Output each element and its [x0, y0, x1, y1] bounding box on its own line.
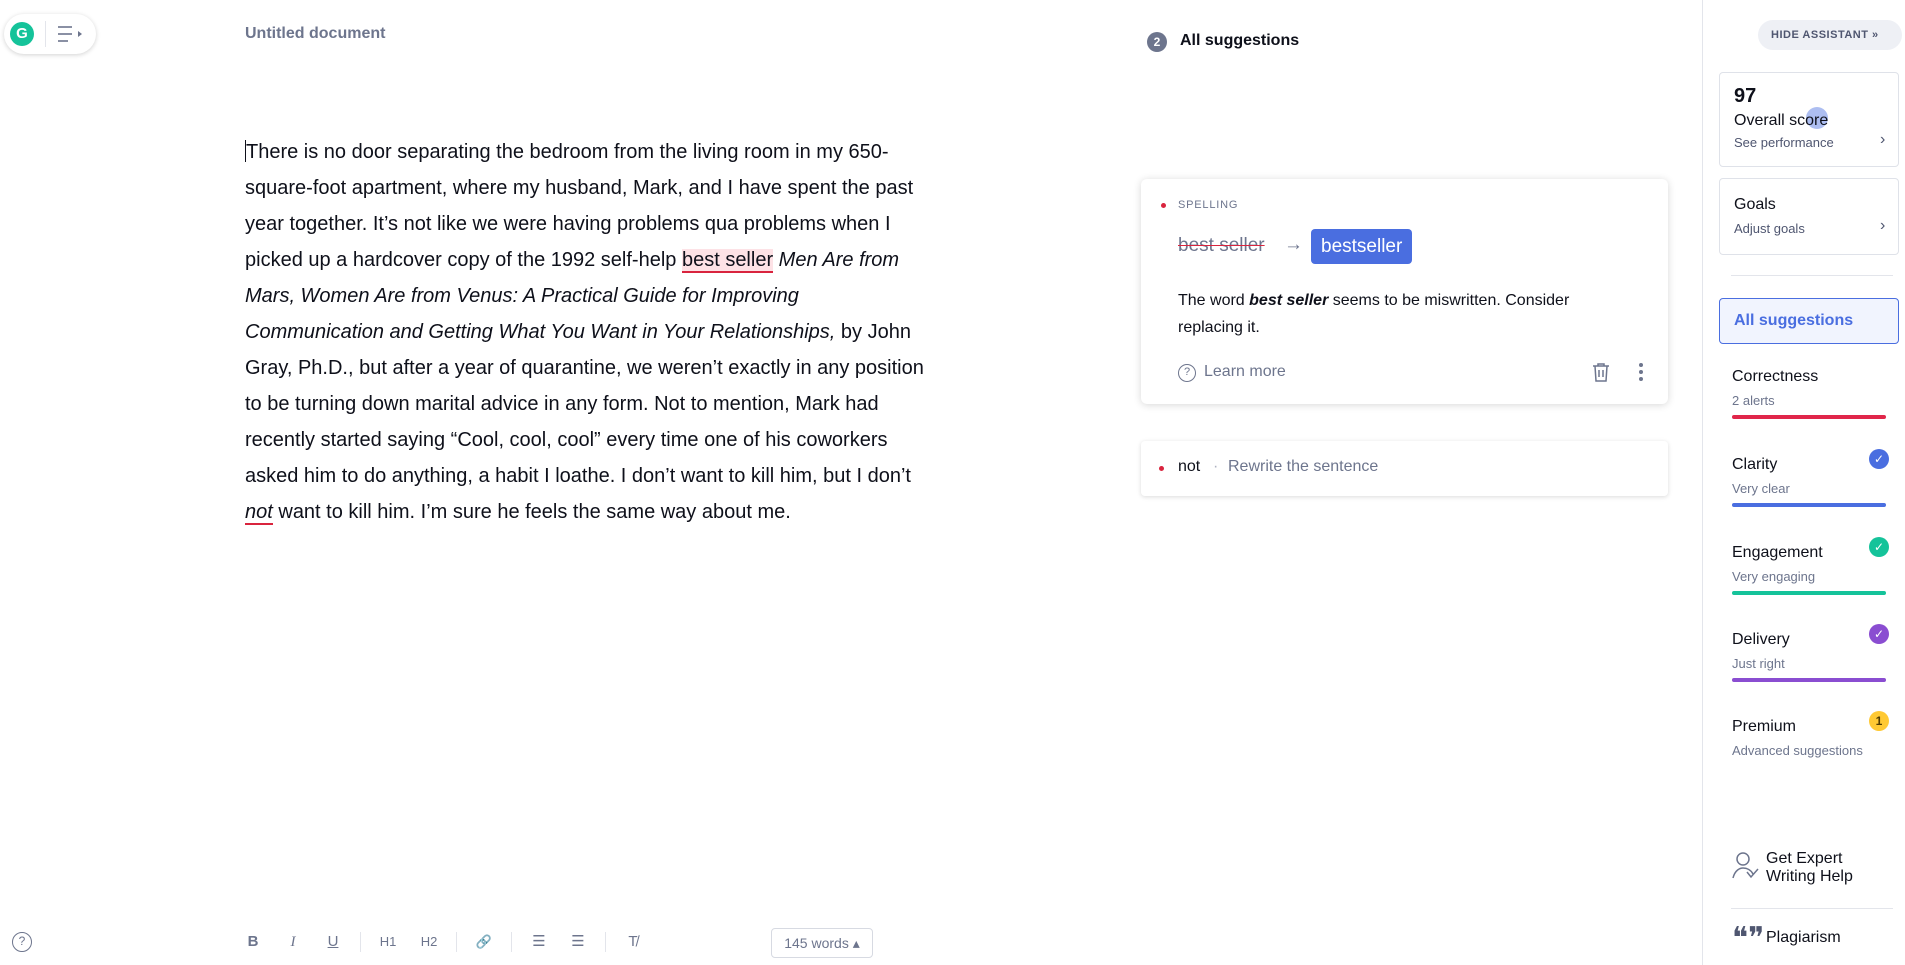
grammarly-logo-icon[interactable]: G [10, 22, 34, 46]
help-icon[interactable]: ? [12, 932, 32, 952]
category-engagement[interactable] [1703, 536, 1905, 616]
category-delivery[interactable] [1703, 624, 1905, 704]
suggestions-heading: All suggestions [1180, 32, 1300, 49]
clear-format-icon[interactable]: T̸ [628, 933, 638, 950]
category-status: Very engaging [1732, 569, 1816, 584]
category-bar [1732, 591, 1886, 595]
category-status: 2 alerts [1732, 393, 1775, 408]
all-suggestions-tab[interactable]: All suggestions [1719, 298, 1899, 344]
category-name: Clarity [1732, 456, 1778, 473]
category-status: Very clear [1732, 481, 1790, 496]
doc-text: want to kill him. I’m sure he feels the same way about me. [272, 501, 791, 523]
chevron-right-icon: › [1880, 131, 1886, 148]
chevron-right-icon: › [1880, 217, 1886, 234]
alert-dot [1159, 466, 1164, 471]
category-premium[interactable] [1703, 712, 1905, 772]
collapsed-suggestion-card[interactable] [1141, 441, 1668, 496]
separator: · [1213, 458, 1219, 475]
trash-icon[interactable] [1590, 361, 1612, 383]
toolbar-separator [511, 932, 512, 952]
toolbar-separator [605, 932, 606, 952]
divider [1731, 275, 1893, 276]
document-title[interactable]: Untitled document [245, 25, 386, 42]
accept-replacement-button[interactable]: bestseller [1311, 229, 1412, 264]
see-performance-link[interactable]: See performance [1734, 135, 1834, 150]
expert-help-link[interactable]: Get Expert Writing Help [1766, 850, 1853, 885]
overall-score-card[interactable] [1719, 72, 1899, 167]
divider [1731, 908, 1893, 909]
doc-text: by John Gray, Ph.D., but after a year of quarantine, we weren’t exactly in any position to be turning down marital advice in any form. Not to mention, Mark had recently started saying “Cool, cool, cool” every time one of his coworkers asked him to do anything, a habit I loathe. I don’t want to kill him, but I don’t [245, 321, 924, 487]
bullet-list-icon[interactable]: ☰ [571, 933, 585, 950]
word-count-button[interactable]: 145 words ▴ [771, 928, 873, 958]
category-correctness[interactable] [1703, 360, 1905, 440]
check-icon: ✓ [1869, 537, 1889, 557]
more-options-icon[interactable] [1636, 361, 1646, 383]
category-name: Correctness [1732, 368, 1819, 385]
heading2-button[interactable]: H2 [420, 934, 438, 949]
arrow-icon: → [1284, 234, 1303, 255]
category-status: Just right [1732, 656, 1785, 671]
category-name: Premium [1732, 718, 1797, 735]
bold-button[interactable]: B [247, 933, 259, 950]
underline-button[interactable]: U [327, 933, 339, 950]
toolbar-separator [360, 932, 361, 952]
expert-help-icon[interactable] [1731, 850, 1759, 882]
check-icon: ✓ [1869, 624, 1889, 644]
divider [45, 21, 46, 47]
italic-button[interactable]: I [290, 934, 296, 950]
assistant-panel [1702, 0, 1905, 965]
suggestion-description: The word best seller seems to be miswritten. Consider replacing it. [1178, 292, 1570, 336]
link-icon[interactable]: 🔗 [475, 934, 493, 949]
category-bar [1732, 678, 1886, 682]
category-name: Engagement [1732, 544, 1823, 561]
ordered-list-icon[interactable]: ☰ [532, 933, 546, 950]
suggestion-hint: Rewrite the sentence [1228, 458, 1379, 475]
doc-text: There is no door separating the bedroom from the living room in my 650-square-foot apartment, where my husband, Mark, and I have spent the past year together. It’s not like we were having problems qua problems when I picked up a hardcover copy of the 1992 self-help [245, 141, 914, 271]
score-value: 97 [1734, 85, 1757, 107]
flagged-word: not [1178, 458, 1201, 475]
check-icon: ✓ [1869, 449, 1889, 469]
toolbar-separator [456, 932, 457, 952]
doc-book-title: Men Are from Mars, Women Are from Venus: A Practical Guide for Improving Communication and Getting What You Want in Your Relationships, [245, 249, 900, 343]
menu-icon[interactable] [56, 24, 88, 44]
heading1-button[interactable]: H1 [379, 934, 397, 949]
alert-dot [1161, 203, 1166, 208]
premium-count-badge: 1 [1869, 711, 1889, 731]
goals-title: Goals [1734, 196, 1776, 213]
suggestion-count-badge: 2 [1147, 32, 1167, 52]
spelling-suggestion-card[interactable] [1141, 179, 1668, 404]
category-bar [1732, 503, 1886, 507]
learn-more-link[interactable]: Learn more [1204, 363, 1286, 380]
score-label: Overall score [1734, 112, 1829, 129]
flagged-spelling[interactable]: best seller [681, 249, 774, 271]
category-bar [1732, 415, 1886, 419]
hide-assistant-button[interactable]: HIDE ASSISTANT » [1758, 20, 1902, 50]
adjust-goals-link[interactable]: Adjust goals [1734, 221, 1805, 236]
plagiarism-link[interactable]: Plagiarism [1766, 929, 1841, 946]
goals-card[interactable] [1719, 178, 1899, 255]
category-clarity[interactable] [1703, 448, 1905, 528]
flagged-rewrite[interactable]: not [245, 501, 273, 523]
grammarly-menu-pill[interactable] [4, 14, 96, 54]
original-word: best seller [1178, 235, 1265, 256]
question-icon[interactable]: ? [1178, 364, 1196, 382]
quote-icon[interactable]: ❝❞ [1732, 921, 1765, 956]
category-status: Advanced suggestions [1732, 743, 1863, 758]
document-editor[interactable] [245, 134, 925, 530]
category-name: Delivery [1732, 631, 1790, 648]
suggestion-category: SPELLING [1178, 199, 1239, 211]
